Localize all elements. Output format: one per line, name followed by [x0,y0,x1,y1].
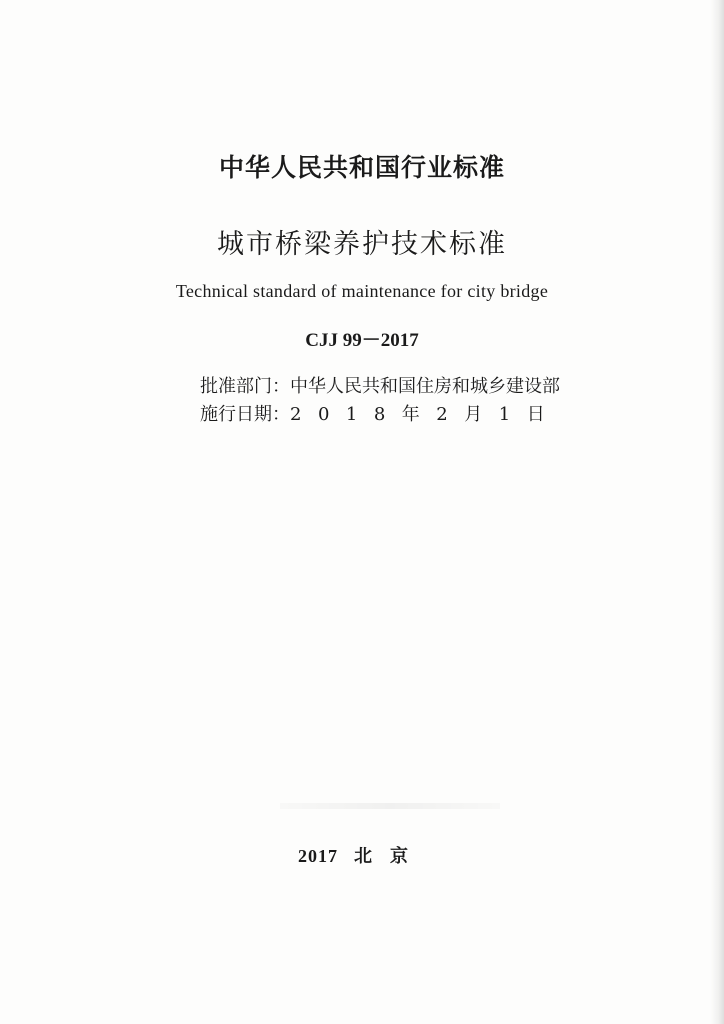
approval-label: 批准部门： [200,376,290,397]
publication-footer [0,842,724,868]
effective-date-row [200,400,561,426]
effective-date-label: 施行日期： [200,404,290,425]
document-title-english: Technical standard of maintenance for city bridge [175,281,549,301]
standard-category: 中华人民共和国行业标准 [218,153,505,182]
approval-row [200,372,560,398]
publication-year: 2017 [298,846,338,866]
approval-value: 中华人民共和国住房和城乡建设部 [290,376,560,397]
effective-date-value: 2018年2月1日 [290,404,562,425]
document-title-chinese: 城市桥梁养护技术标准 [217,229,507,260]
faint-scan-mark [280,803,500,809]
publication-city: 北京 [354,846,426,867]
standard-code: CJJ 99－2017 [305,330,419,351]
